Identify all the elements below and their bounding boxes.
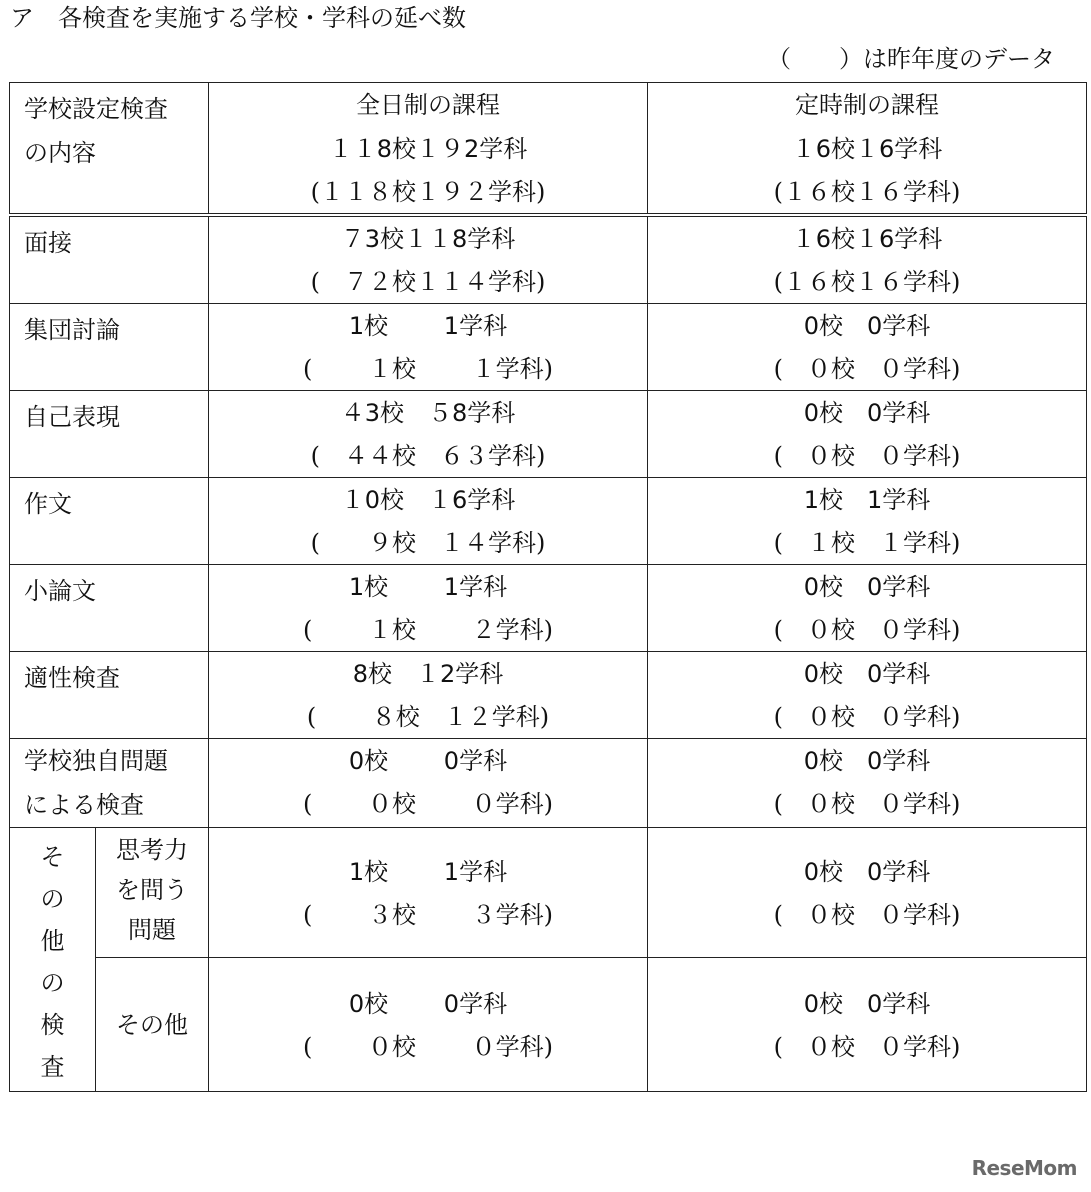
- zen-previous: ( ８校 １２学科): [306, 703, 550, 731]
- zen-current: 1校 1学科: [348, 857, 508, 886]
- legend-note: （ ）は昨年度のデータ: [767, 45, 1055, 73]
- zen-current: 1校 1学科: [348, 573, 508, 601]
- row-label-line2: による検査: [24, 791, 144, 819]
- tei-previous: ( ０校 ０学科): [773, 616, 961, 644]
- table-row-thinking-questions: [10, 828, 1087, 958]
- tei-previous: ( ０校 ０学科): [773, 442, 961, 470]
- tei-previous: ( ０校 ０学科): [773, 703, 961, 731]
- sub-label-line: 思考力: [116, 836, 188, 864]
- tei-current: 0校 0学科: [803, 399, 931, 427]
- row-label: 適性検査: [24, 664, 120, 692]
- zen-current: １0校 １6学科: [340, 486, 516, 514]
- zen-current: ７3校１１8学科: [340, 225, 516, 253]
- tei-title: 定時制の課程: [795, 91, 939, 119]
- tei-previous: ( ０校 ０学科): [773, 900, 961, 929]
- tei-previous: ( ０校 ０学科): [773, 355, 961, 383]
- table-row-aptitude-test: [10, 652, 1087, 739]
- header-label-line2: の内容: [24, 139, 96, 167]
- header-zen-cell: [209, 83, 648, 216]
- header-row: [10, 83, 1087, 216]
- sub-label-line: 問題: [128, 916, 176, 944]
- other-group-cell: [10, 828, 96, 1092]
- table-row-other: [10, 958, 1087, 1092]
- resemom-logo: ReseMom: [971, 1156, 1077, 1180]
- tei-current: 0校 0学科: [803, 312, 931, 340]
- zen-title: 全日制の課程: [356, 91, 500, 119]
- zen-previous: ( ０校 ０学科): [303, 790, 553, 818]
- other-char: 検: [40, 1011, 65, 1039]
- tei-current: 0校 0学科: [803, 989, 931, 1018]
- zen-total-prev: (１１８校１９２学科): [310, 178, 546, 206]
- tei-total-prev: (１６校１６学科): [773, 178, 961, 206]
- other-char: の: [40, 969, 65, 997]
- tei-previous: (１６校１６学科): [773, 268, 961, 296]
- zen-current: 0校 0学科: [348, 747, 508, 775]
- tei-current: 0校 0学科: [803, 660, 931, 688]
- tei-total: １6校１6学科: [791, 135, 943, 163]
- table-row-school-original: [10, 739, 1087, 828]
- zen-previous: ( ７２校１１４学科): [310, 268, 546, 296]
- zen-current: 8校 １2学科: [352, 660, 504, 688]
- zen-previous: ( １校 １学科): [303, 355, 553, 383]
- zen-current: 1校 1学科: [348, 312, 508, 340]
- zen-previous: ( ９校 １４学科): [310, 529, 546, 557]
- zen-current: 0校 0学科: [348, 989, 508, 1018]
- table-row-short-essay: [10, 565, 1087, 652]
- header-tei-cell: [648, 83, 1087, 216]
- tei-current: 1校 1学科: [803, 486, 931, 514]
- row-label: 面接: [24, 229, 72, 257]
- header-label-cell: [10, 83, 209, 216]
- tei-current: １6校１6学科: [791, 225, 943, 253]
- tei-current: 0校 0学科: [803, 747, 931, 775]
- tei-current: 0校 0学科: [803, 573, 931, 601]
- zen-previous: ( １校 ２学科): [303, 616, 553, 644]
- sub-label-line: を問う: [116, 876, 188, 904]
- sub-label-other: その他: [116, 1010, 188, 1039]
- zen-previous: ( ３校 ３学科): [303, 900, 553, 929]
- zen-total: １１8校１９2学科: [328, 135, 528, 163]
- other-char: 他: [40, 927, 65, 955]
- tei-previous: ( ０校 ０学科): [773, 1032, 961, 1061]
- row-label: 小論文: [24, 577, 96, 605]
- row-label-line1: 学校独自問題: [24, 747, 168, 775]
- row-label: 作文: [24, 490, 72, 518]
- zen-current: ４3校 ５8学科: [340, 399, 516, 427]
- page-title: ア 各検査を実施する学校・学科の延べ数: [10, 4, 466, 32]
- table-row-interview: [10, 215, 1087, 304]
- table-row-group-discussion: [10, 304, 1087, 391]
- other-char: 査: [40, 1053, 65, 1081]
- zen-previous: ( ０校 ０学科): [303, 1032, 553, 1061]
- header-label-line1: 学校設定検査: [24, 95, 168, 123]
- inspection-table: [9, 82, 1087, 1092]
- zen-previous: ( ４４校 ６３学科): [310, 442, 546, 470]
- other-char: の: [40, 885, 65, 913]
- tei-current: 0校 0学科: [803, 857, 931, 886]
- table-row-self-expression: [10, 391, 1087, 478]
- row-label: 集団討論: [24, 316, 120, 344]
- row-label: 自己表現: [24, 403, 120, 431]
- tei-previous: ( １校 １学科): [773, 529, 961, 557]
- tei-previous: ( ０校 ０学科): [773, 790, 961, 818]
- table-row-composition: [10, 478, 1087, 565]
- other-char: そ: [40, 843, 65, 871]
